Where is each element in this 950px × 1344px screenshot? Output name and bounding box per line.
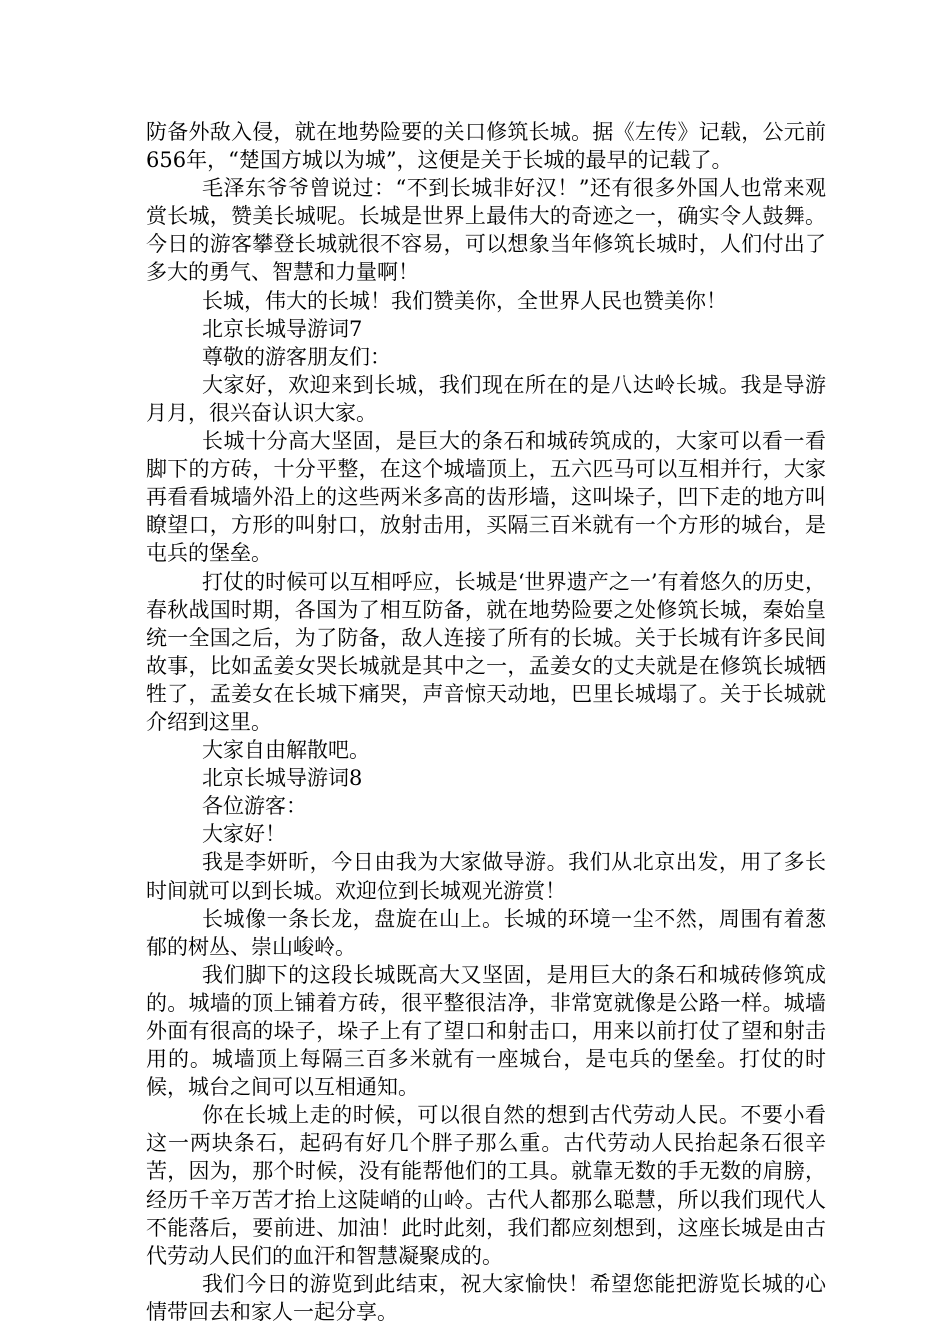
salutation: 各位游客： bbox=[202, 794, 307, 819]
paragraph: 我是李妍昕，今日由我为大家做导游。我们从北京出发，用了多长时间就可以到长城。欢迎位到长城观光游赏！ bbox=[146, 850, 826, 903]
paragraph: 大家好，欢迎来到长城，我们现在所在的是八达岭长城。我是导游月月，很兴奋认识大家。 bbox=[146, 372, 826, 425]
paragraph: 我们今日的游览到此结束，祝大家愉快！希望您能把游览长城的心情带回去和家人一起分享。 bbox=[146, 1271, 826, 1324]
section-title: 北京长城导游词8 bbox=[202, 766, 363, 791]
section-title: 北京长城导游词7 bbox=[202, 316, 363, 341]
paragraph: 你在长城上走的时候，可以很自然的想到古代劳动人民。不要小看这一两块条石，起码有好几个胖子那么重。古代劳动人民抬起条石很辛苦，因为，那个时候，没有能帮他们的工具。就靠无数的手无数的肩膀，经历千辛万苦才抬上这陡峭的山岭。古代人都那么聪慧，所以我们现代人不能落后，要前进、加油！此时此刻，我们都应刻想到，这座长城是由古代劳动人民们的血汗和智慧凝聚成的。 bbox=[146, 1103, 826, 1268]
document-body bbox=[146, 118, 826, 1326]
greeting: 大家好！ bbox=[202, 822, 286, 847]
paragraph: 打仗的时候可以互相呼应，长城是‘世界遗产之一’有着悠久的历史，春秋战国时期，各国为了相互防备，就在地势险要之处修筑长城，秦始皇统一全国之后，为了防备，敌人连接了所有的长城。关于长城有许多民间故事，比如孟姜女哭长城就是其中之一，孟姜女的丈夫就是在修筑长城牺牲了，孟姜女在长城下痛哭，声音惊天动地，巴里长城塌了。关于长城就介绍到这里。 bbox=[146, 569, 826, 734]
paragraph: 长城十分高大坚固，是巨大的条石和城砖筑成的，大家可以看一看脚下的方砖，十分平整，在这个城墙顶上，五六匹马可以互相并行，大家再看看城墙外沿上的这些两米多高的齿形墙，这叫垛子，凹下走的地方叫瞭望口，方形的叫射口，放射击用，买隔三百米就有一个方形的城台，是屯兵的堡垒。 bbox=[146, 429, 826, 566]
paragraph: 毛泽东爷爷曾说过：“不到长城非好汉！”还有很多外国人也常来观赏长城，赞美长城呢。长城是世界上最伟大的奇迹之一，确实令人鼓舞。今日的游客攀登长城就很不容易，可以想象当年修筑长城时，人们付出了多大的勇气、智慧和力量啊！ bbox=[146, 176, 826, 285]
paragraph: 长城，伟大的长城！我们赞美你，全世界人民也赞美你！ bbox=[202, 288, 727, 313]
paragraph: 我们脚下的这段长城既高大又坚固，是用巨大的条石和城砖修筑成的。城墙的顶上铺着方砖，很平整很洁净，非常宽就像是公路一样。城墙外面有很高的垛子，垛子上有了望口和射击口，用来以前打仗了望和射击用的。城墙顶上每隔三百多米就有一座城台，是屯兵的堡垒。打仗的时候，城台之间可以互相通知。 bbox=[146, 962, 826, 1100]
paragraph: 长城像一条长龙，盘旋在山上。长城的环境一尘不然，周围有着葱郁的树丛、崇山峻岭。 bbox=[146, 906, 826, 959]
paragraph: 防备外敌入侵，就在地势险要的关口修筑长城。据《左传》记载，公元前656年，“楚国方城以为城”，这便是关于长城的最早的记载了。 bbox=[146, 120, 826, 173]
paragraph: 大家自由解散吧。 bbox=[202, 738, 370, 763]
salutation: 尊敬的游客朋友们： bbox=[202, 344, 391, 369]
